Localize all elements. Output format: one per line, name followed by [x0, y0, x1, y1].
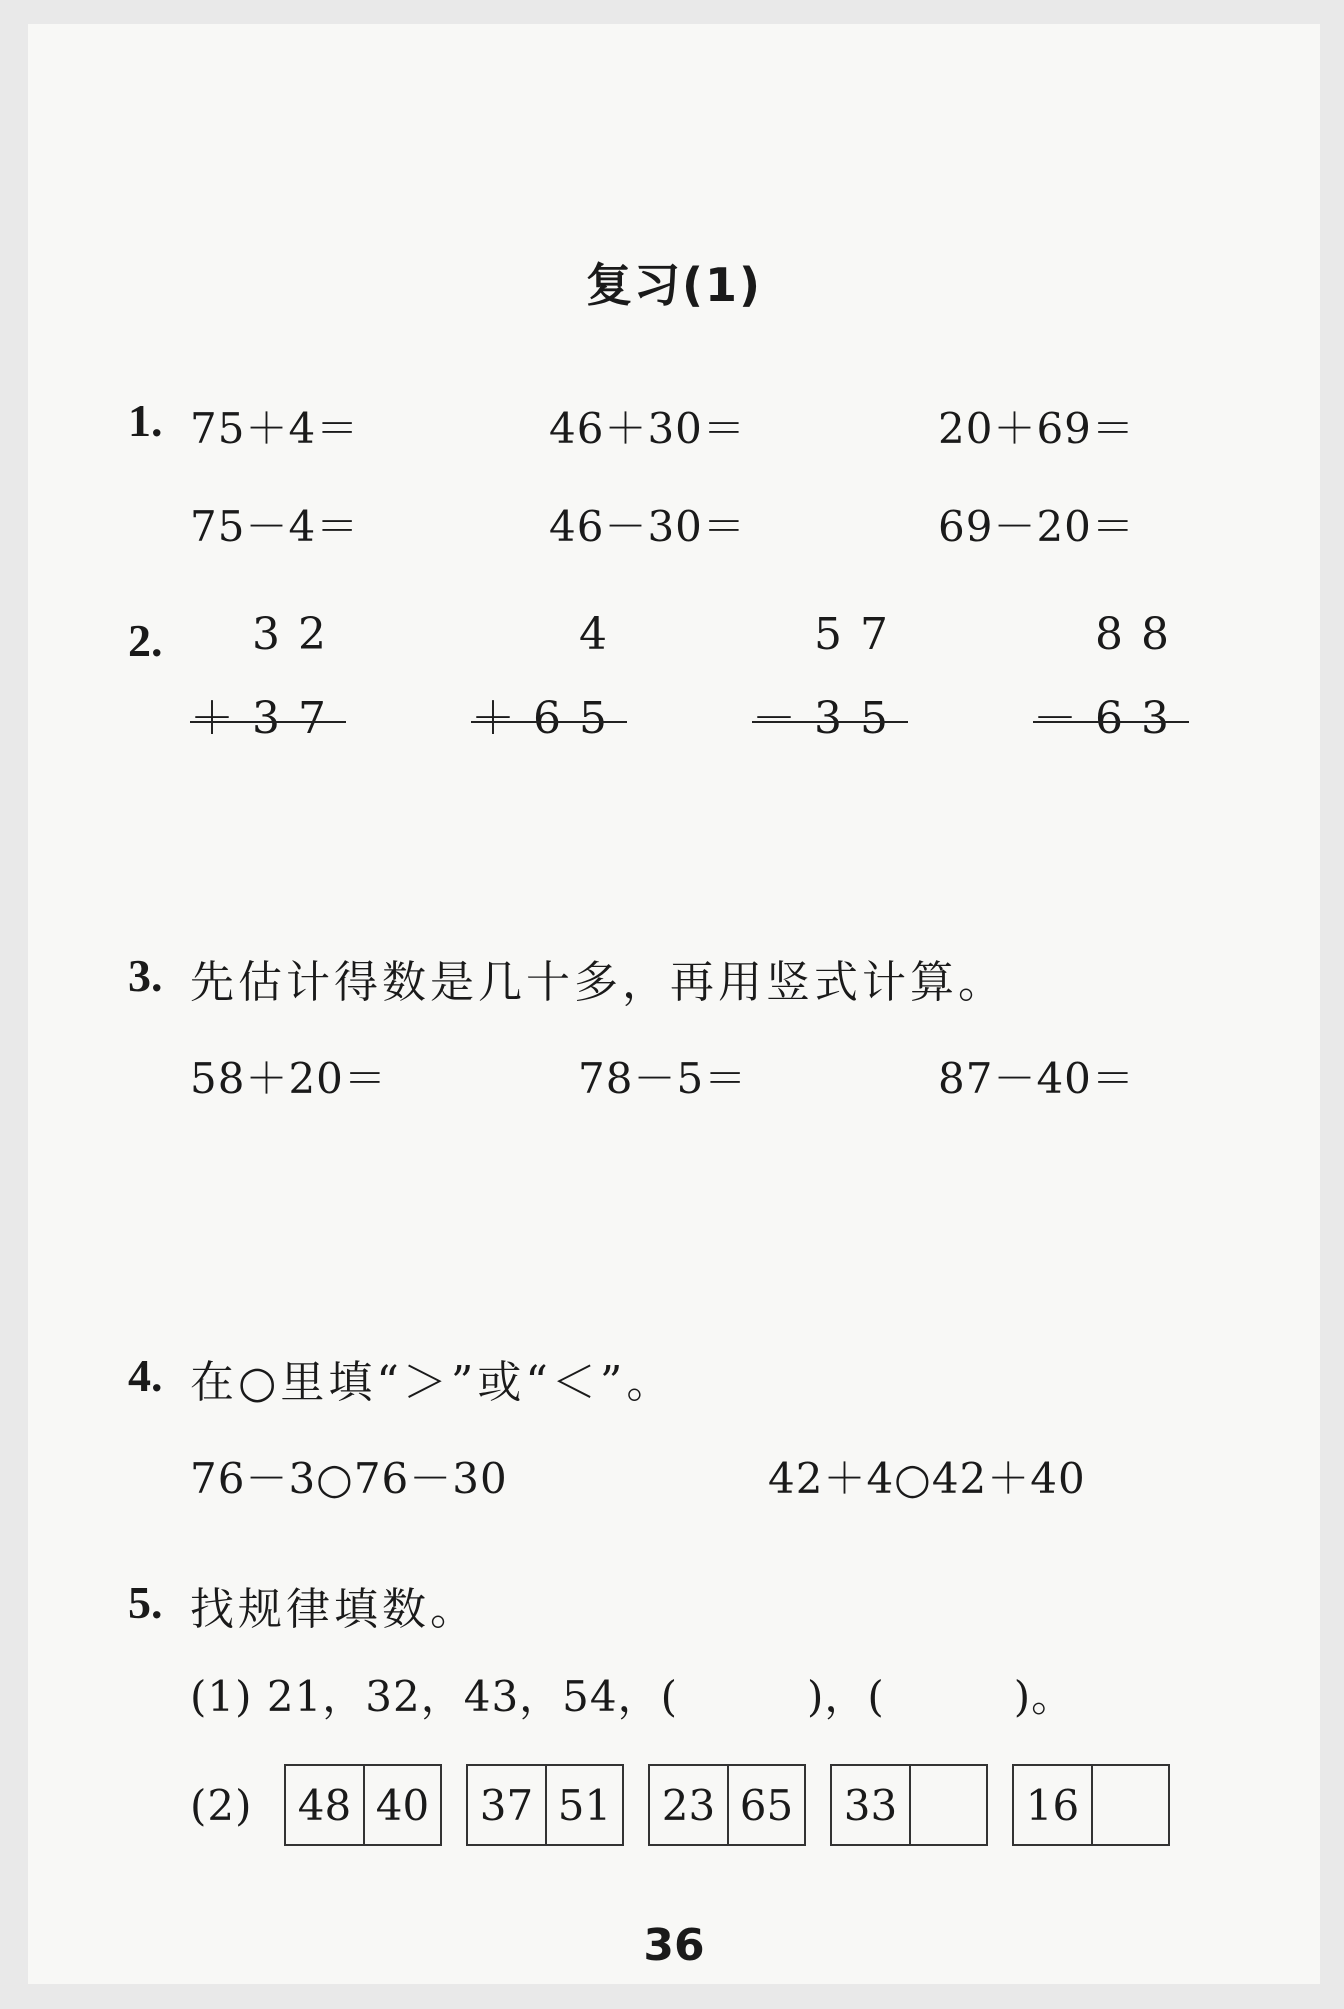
q1-number: 1. [128, 395, 163, 446]
q2-number: 2. [128, 615, 163, 666]
pattern-boxes [284, 1764, 1170, 1846]
answer-box-cell [909, 1766, 986, 1844]
page-number: 36 [643, 1920, 705, 1971]
answer-line [471, 721, 627, 723]
box-cell: 48 [297, 1780, 352, 1830]
vertical-top-number: 88 [1095, 609, 1187, 660]
box-cell: 23 [661, 1780, 716, 1830]
vertical-bottom-number: ＋65 [471, 693, 625, 744]
q4-expr: 42＋4○42＋40 [768, 1454, 1086, 1503]
q1-expr: 75－4＝ [190, 502, 360, 551]
q1-expr: 69－20＝ [938, 502, 1135, 551]
q4-number: 4. [128, 1350, 163, 1401]
page-title: 复习(1) [585, 258, 763, 312]
box-cell: 16 [1025, 1780, 1080, 1830]
q4-expr: 76－3○76－30 [190, 1454, 508, 1503]
vertical-bottom-number: －35 [752, 693, 906, 744]
vertical-bottom-number: ＋37 [190, 693, 344, 744]
q3-expr: 87－40＝ [938, 1054, 1135, 1103]
box-cell: 37 [479, 1780, 534, 1830]
answer-line [752, 721, 908, 723]
q5-part1: (1) 21，32，43，54，( )，( )。 [190, 1672, 1075, 1721]
q1-expr: 75＋4＝ [190, 404, 360, 453]
q3-expr: 58＋20＝ [190, 1054, 387, 1103]
number-pair-box [648, 1764, 806, 1846]
answer-box-cell [1091, 1766, 1168, 1844]
number-pair-box [1012, 1764, 1170, 1846]
q3-number: 3. [128, 950, 163, 1001]
answer-line [190, 721, 346, 723]
q5-part2-label: (2) [190, 1781, 253, 1830]
number-pair-box [466, 1764, 624, 1846]
vertical-top-number: 4 [579, 609, 625, 660]
vertical-bottom-number: －63 [1033, 693, 1187, 744]
answer-line [1033, 721, 1189, 723]
box-cell: 33 [843, 1780, 898, 1830]
box-cell: 65 [727, 1766, 804, 1844]
q4-instruction: 在○里填“＞”或“＜”。 [190, 1357, 675, 1408]
q1-expr: 46＋30＝ [549, 404, 746, 453]
q3-expr: 78－5＝ [578, 1054, 748, 1103]
q3-instruction: 先估计得数是几十多，再用竖式计算。 [190, 957, 1006, 1008]
vertical-top-number: 32 [252, 609, 344, 660]
box-cell: 51 [545, 1766, 622, 1844]
number-pair-box [284, 1764, 442, 1846]
box-cell: 40 [363, 1766, 440, 1844]
q1-expr: 46－30＝ [549, 502, 746, 551]
q5-number: 5. [128, 1577, 163, 1628]
q5-instruction: 找规律填数。 [190, 1584, 478, 1635]
number-pair-box [830, 1764, 988, 1846]
vertical-top-number: 57 [814, 609, 906, 660]
q1-expr: 20＋69＝ [938, 404, 1135, 453]
worksheet-page [28, 24, 1320, 1984]
